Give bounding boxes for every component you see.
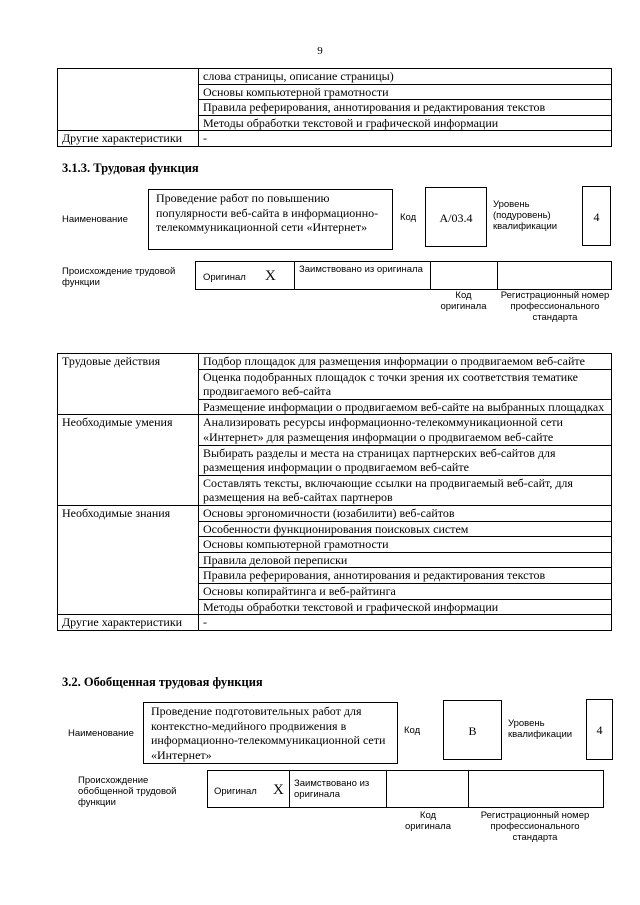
level-box: 4 — [586, 699, 613, 760]
level-box: 4 — [582, 186, 611, 246]
list-item: Размещение информации о продвигаемом веб-сайте на выбранных площадках — [199, 399, 612, 415]
list-item: Составлять тексты, включающие ссылки на продвигаемый веб-сайт, для размещения на веб-сайтах партнеров — [199, 475, 612, 505]
origin-code-caption: Код оригинала — [440, 290, 487, 312]
code-label: Код — [400, 212, 417, 223]
origin-box — [207, 770, 604, 808]
list-item: Выбирать разделы и места на страницах партнерских веб-сайтов для размещения информации о продвигаемом веб-сайте — [199, 445, 612, 475]
other-characteristics-value: - — [199, 131, 612, 147]
group-label-actions: Трудовые действия — [58, 354, 199, 415]
level-label: Уровень (подуровень) квалификации — [493, 199, 558, 232]
original-mark: X — [265, 268, 276, 284]
top-table — [57, 68, 612, 147]
list-item: Основы эргономичности (юзабилити) веб-сайтов — [199, 505, 612, 521]
reg-number-caption: Регистрационный номер профессионального стандарта — [500, 290, 610, 323]
list-item: Основы компьютерной грамотности — [199, 537, 612, 553]
section-heading-32: 3.2. Обобщенная трудовая функция — [62, 675, 263, 689]
borrowed-label: Заимствовано из оригинала — [294, 778, 370, 800]
table-row: Методы обработки текстовой и графической информации — [199, 115, 612, 131]
table-row: Основы компьютерной грамотности — [199, 84, 612, 100]
function-name-box: Проведение работ по повышению популярности веб-сайта в информационно-телекоммуникационной сети «Интернет» — [148, 189, 393, 250]
original-label: Оригинал — [203, 272, 246, 283]
level-label: Уровень квалификации — [508, 718, 573, 740]
other-characteristics-label: Другие характеристики — [58, 131, 199, 147]
reg-number-caption: Регистрационный номер профессионального стандарта — [480, 810, 590, 843]
list-item: Основы копирайтинга и веб-райтинга — [199, 583, 612, 599]
original-label: Оригинал — [214, 786, 257, 797]
top-table-empty-label — [58, 69, 199, 131]
borrowed-label: Заимствовано из оригинала — [299, 264, 423, 275]
function-details-table — [57, 353, 612, 631]
origin-label: Происхождение трудовой функции — [62, 266, 176, 288]
other-characteristics-value: - — [199, 615, 612, 631]
table-row: Правила реферирования, аннотирования и редактирования текстов — [199, 100, 612, 116]
list-item: Анализировать ресурсы информационно-телекоммуникационной сети «Интернет» для размещения информации о продвигаемом веб-сайте — [199, 415, 612, 445]
name-label: Наименование — [68, 728, 134, 739]
group-label-knowledge: Необходимые знания — [58, 505, 199, 614]
list-item: Оценка подобранных площадок с точки зрения их соответствия тематике продвигаемого веб-сайта — [199, 369, 612, 399]
origin-code-caption: Код оригинала — [404, 810, 451, 832]
code-box: А/03.4 — [425, 187, 487, 247]
list-item: Правила реферирования, аннотирования и редактирования текстов — [199, 568, 612, 584]
page-number: 9 — [317, 45, 323, 57]
table-row: слова страницы, описание страницы) — [199, 69, 612, 85]
other-characteristics-label: Другие характеристики — [58, 615, 199, 631]
group-label-skills: Необходимые умения — [58, 415, 199, 506]
origin-label: Происхождение обобщенной трудовой функции — [78, 775, 177, 808]
generalized-function-name-box: Проведение подготовительных работ для контекстно-медийного продвижения в информационно-телекоммуникационной сети «Интернет» — [143, 702, 398, 764]
list-item: Правила деловой переписки — [199, 552, 612, 568]
list-item: Методы обработки текстовой и графической информации — [199, 599, 612, 615]
name-label: Наименование — [62, 214, 128, 225]
code-box: B — [443, 700, 502, 760]
list-item: Особенности функционирования поисковых систем — [199, 521, 612, 537]
code-label: Код — [404, 725, 421, 736]
original-mark: X — [273, 782, 284, 798]
section-heading-313: 3.1.3. Трудовая функция — [62, 161, 199, 175]
list-item: Подбор площадок для размещения информации о продвигаемом веб-сайте — [199, 354, 612, 370]
